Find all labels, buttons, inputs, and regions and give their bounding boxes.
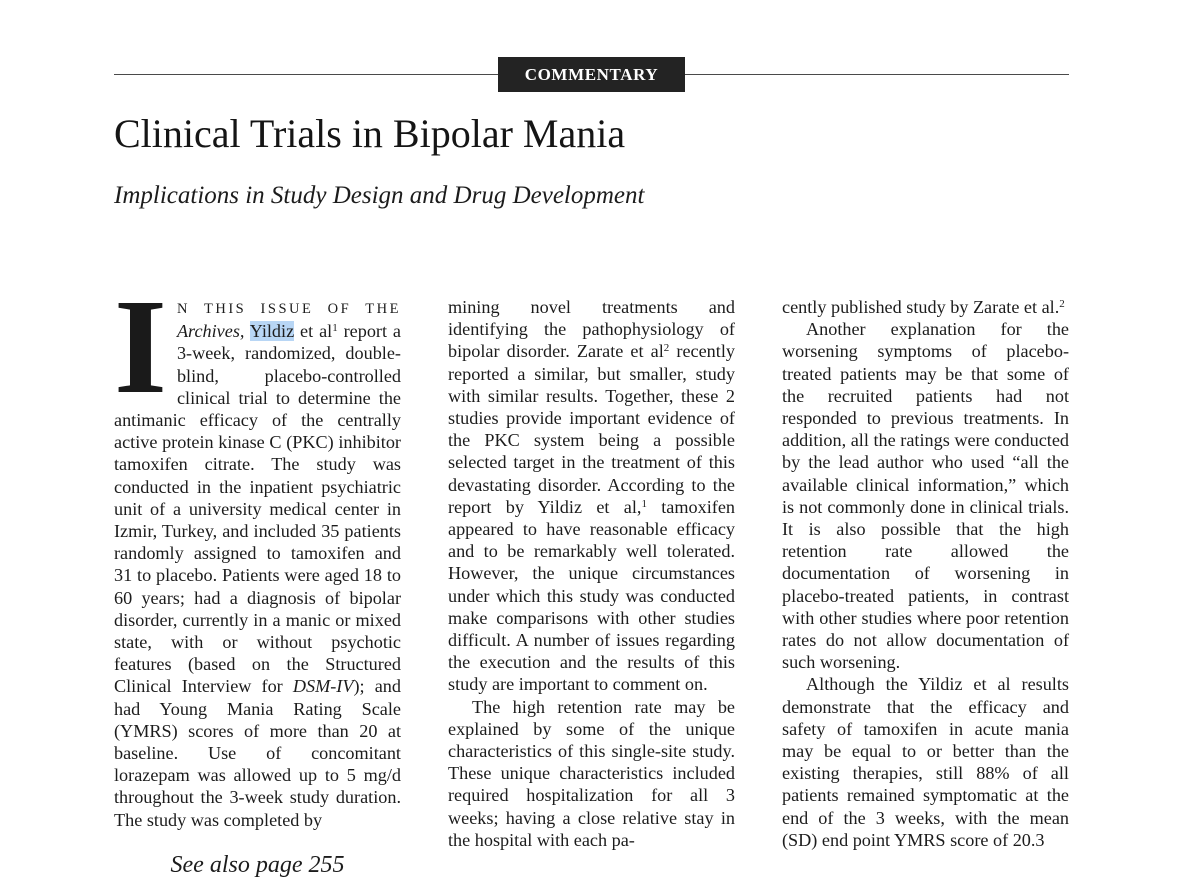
dsm-term: DSM-IV (292, 676, 354, 697)
commentary-badge: COMMENTARY (498, 57, 685, 92)
body-text: mining novel treatments and identifying the pathophysiology of bipolar disorder. Zarate et al (448, 297, 735, 362)
lead-smallcaps: N THIS ISSUE OF THE (176, 301, 401, 317)
body-text: tamoxifen appeared to have reasonable efficacy and to be remarkably well tolerated. However, the unique circumstances under which this study was conducted make comparisons with other studies difficult. A number of issues regarding the execution and the results of this study are important to comment on. (448, 496, 735, 695)
paragraph (448, 296, 735, 696)
journal-name: Archives, (176, 321, 245, 342)
reference-marker: 2 (663, 342, 670, 355)
body-text: et al (294, 321, 333, 342)
article-subtitle: Implications in Study Design and Drug Development (114, 182, 645, 209)
paragraph: The high retention rate may be explained by some of the unique characteristics of this single-site study. These unique characteristics included required hospitalization for all 3 weeks; having a close relative stay in the hospital with each pa- (448, 696, 735, 850)
body-text: ); and had Young Mania Rating Scale (YMRS) scores of more than 20 at baseline. Use of concomitant lorazepam was allowed up to 5 mg/d throughout the 3-week study duration. The study was completed by (114, 676, 401, 830)
paragraph: Although the Yildiz et al results demonstrate that the efficacy and safety of tamoxifen in acute mania may be equal to or better than the existing therapies, still 88% of all patients remained symptomatic at the end of the 3 weeks, with the mean (SD) end point YMRS score of 20.3 (782, 674, 1069, 850)
reference-marker: 1 (332, 322, 338, 335)
drop-cap: I (114, 272, 167, 422)
article-column-1 (114, 272, 401, 831)
body-text: recently reported a similar, but smaller, study with similar results. Together, these 2 studies provide important evidence of the PKC system being a possible selected target in the treatment of this devastating disorder. According to the report by Yildiz et al, (448, 341, 735, 517)
body-text: cently published study by Zarate et al. (782, 297, 1060, 317)
see-also-link[interactable]: See also page 255 (170, 852, 345, 878)
body-text: report a 3-week, randomized, double-blind, placebo-controlled clinical trial to determine the antimanic efficacy of the centrally active protein kinase C (PKC) inhibitor tamoxifen citrate. The study was conducted in the inpatient psychiatric unit of a university medical center in Izmir, Turkey, and included 35 patients randomly assigned to tamoxifen and 31 to placebo. Patients were aged 18 to 60 years; had a diagnosis of bipolar disorder, currently in a manic or mixed state, with or without psychotic features (based on the Structured Clinical Interview for (114, 321, 401, 697)
paragraph: Another explanation for the worsening symptoms of placebo-treated patients may be that some of the recruited patients had not responded to previous treatments. In addition, all the ratings were conducted by the lead author who used “all the available clinical information,” which is not commonly done in clinical trials. It is also possible that the high retention rate allowed the documentation of worsening in placebo-treated patients, in contrast with other studies where poor retention rates do not allow documentation of such worsening. (782, 319, 1069, 673)
highlighted-text[interactable]: Yildiz (249, 321, 295, 342)
article-title: Clinical Trials in Bipolar Mania (114, 111, 626, 156)
paragraph (782, 296, 1069, 318)
article-column-2 (448, 296, 735, 851)
reference-marker: 2 (1059, 298, 1065, 310)
reference-marker: 1 (641, 497, 647, 510)
article-column-3 (782, 296, 1069, 851)
